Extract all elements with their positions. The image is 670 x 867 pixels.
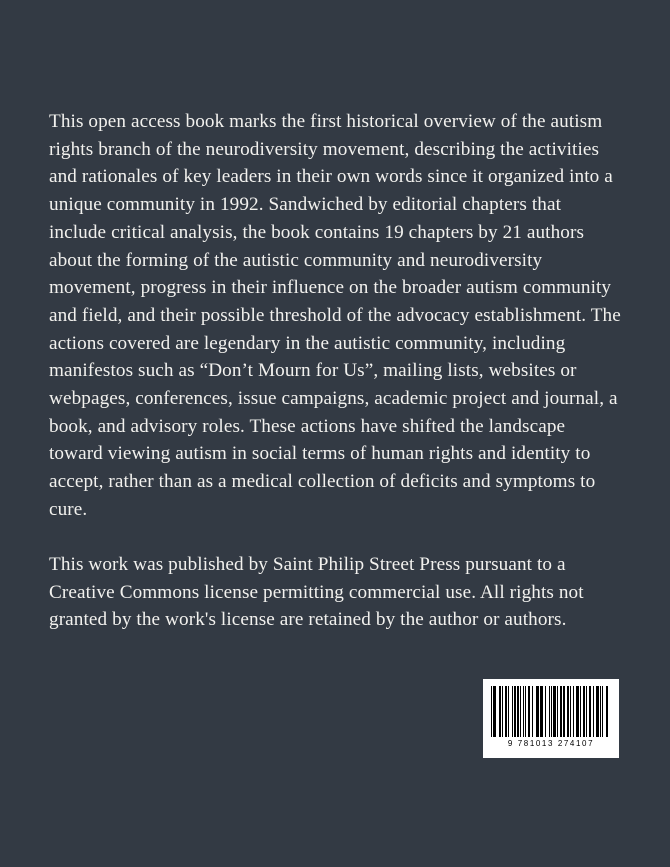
- blurb-text-block: [49, 108, 622, 634]
- blurb-paragraph-license: This work was published by Saint Philip Street Press pursuant to a Creative Commons license permitting commercial use. All rights not granted by the work's license are retained by the author or authors.: [49, 554, 584, 631]
- barcode: [483, 679, 619, 758]
- barcode-number: 9 781013 274107: [507, 739, 595, 748]
- barcode-bars: [491, 686, 611, 737]
- blurb-paragraph-description: This open access book marks the first historical overview of the autism rights branch of the neurodiversity movement, describing the activities and rationales of key leaders in their own words since it organized into a unique community in 1992. Sandwiched by editorial chapters that include critical analysis, the book contains 19 chapters by 21 authors about the forming of the autistic community and neurodiversity movement, progress in their influence on the broader autism community and field, and their possible threshold of the advocacy establishment. The actions covered are legendary in the autistic community, including manifestos such as “Don’t Mourn for Us”, mailing lists, websites or webpages, conferences, issue campaigns, academic project and journal, a book, and advisory roles. These actions have shifted the landscape toward viewing autism in social terms of human rights and identity to accept, rather than as a medical collection of deficits and symptoms to cure.: [49, 111, 621, 520]
